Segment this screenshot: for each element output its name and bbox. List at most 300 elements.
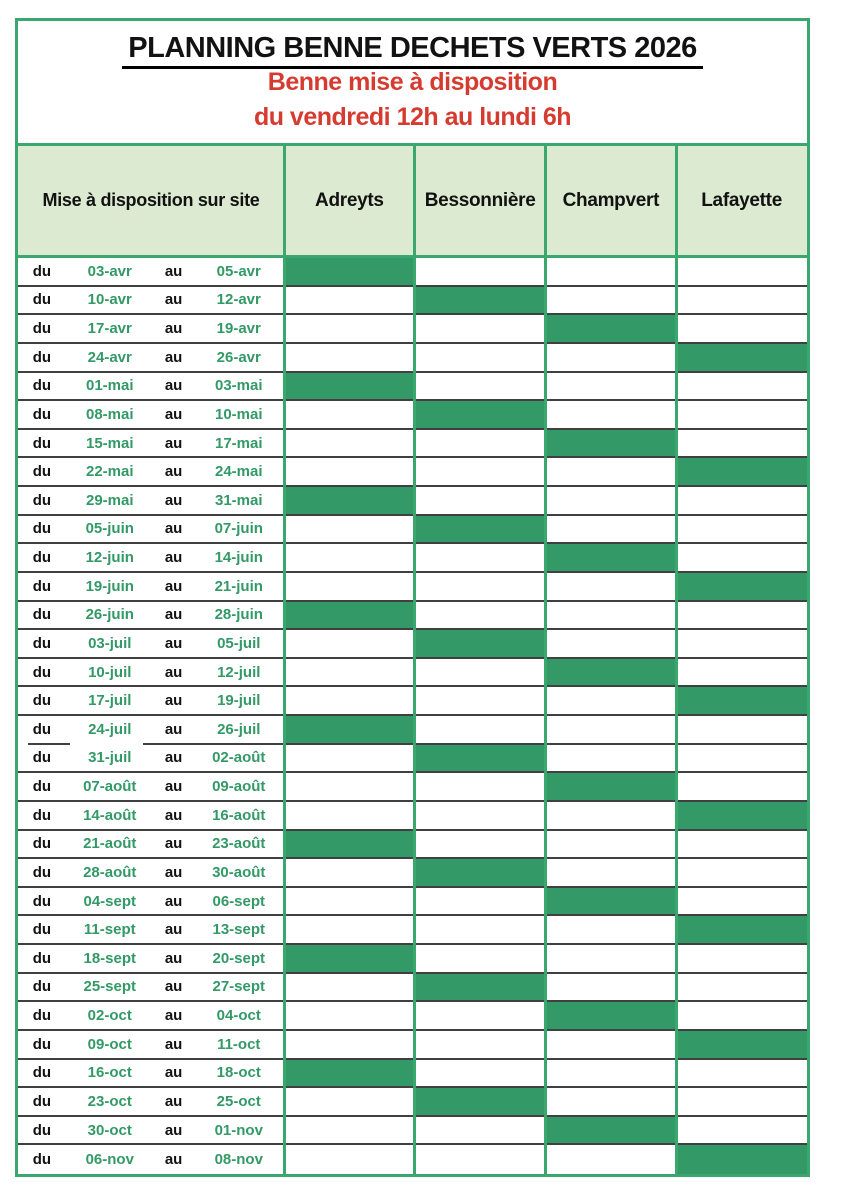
- from-label: du: [32, 320, 52, 338]
- table-header-row: [18, 146, 807, 258]
- site-cell-champvert: [546, 945, 677, 974]
- site-cell-champvert: [546, 687, 677, 716]
- site-cell-champvert: [546, 1031, 677, 1060]
- table-row: [18, 716, 807, 745]
- from-date: 18-sept: [83, 949, 137, 967]
- to-date: 27-sept: [212, 978, 266, 996]
- table-rows: [18, 258, 807, 1174]
- date-range-cell: [18, 1060, 284, 1089]
- site-cell-champvert: [546, 916, 677, 945]
- site-cell-bessonniere: [415, 373, 546, 402]
- site-cell-bessonniere: [415, 1088, 546, 1117]
- site-cell-adreyts: [284, 945, 415, 974]
- to-date: 21-juin: [214, 577, 263, 595]
- date-range-cell: [18, 344, 284, 373]
- column-header-adreyts: Adreyts: [315, 189, 384, 211]
- to-label: au: [164, 491, 183, 509]
- site-cell-lafayette: [676, 974, 807, 1003]
- table-row: [18, 659, 807, 688]
- site-cell-lafayette: [676, 716, 807, 745]
- site-cell-champvert: [546, 602, 677, 631]
- from-date: 16-oct: [87, 1064, 132, 1082]
- title-block: [18, 21, 807, 143]
- table-row: [18, 258, 807, 287]
- site-cell-lafayette: [676, 859, 807, 888]
- site-cell-bessonniere: [415, 859, 546, 888]
- site-cell-champvert: [546, 773, 677, 802]
- from-label: du: [32, 1092, 52, 1110]
- from-label: du: [32, 749, 52, 767]
- site-cell-champvert: [546, 344, 677, 373]
- table-row: [18, 1002, 807, 1031]
- table-row: [18, 945, 807, 974]
- from-label: du: [32, 291, 52, 309]
- site-cell-lafayette: [676, 573, 807, 602]
- table-row: [18, 1145, 807, 1174]
- from-date: 31-juil: [88, 749, 132, 767]
- from-date: 01-mai: [85, 377, 134, 395]
- to-label: au: [164, 1121, 183, 1139]
- site-cell-champvert: [546, 1088, 677, 1117]
- site-cell-champvert: [546, 888, 677, 917]
- to-date: 26-juil: [217, 720, 261, 738]
- to-date: 26-avr: [216, 348, 261, 366]
- from-date: 10-avr: [87, 291, 132, 309]
- from-label: du: [32, 634, 52, 652]
- site-cell-adreyts: [284, 344, 415, 373]
- table-row: [18, 487, 807, 516]
- table-row: [18, 1031, 807, 1060]
- table-row: [18, 1060, 807, 1089]
- site-cell-bessonniere: [415, 573, 546, 602]
- site-cell-adreyts: [284, 745, 415, 774]
- site-cell-lafayette: [676, 602, 807, 631]
- to-date: 03-mai: [214, 377, 263, 395]
- to-label: au: [164, 634, 183, 652]
- from-label: du: [32, 863, 52, 881]
- to-date: 04-oct: [216, 1007, 261, 1025]
- to-date: 24-mai: [214, 463, 263, 481]
- table-row: [18, 687, 807, 716]
- from-label: du: [32, 835, 52, 853]
- date-range-cell: [18, 687, 284, 716]
- site-cell-bessonniere: [415, 458, 546, 487]
- date-range-cell: [18, 974, 284, 1003]
- table-row: [18, 1117, 807, 1146]
- to-date: 13-sept: [212, 921, 266, 939]
- to-date: 06-sept: [212, 892, 266, 910]
- site-cell-bessonniere: [415, 430, 546, 459]
- table-row: [18, 745, 807, 774]
- site-cell-champvert: [546, 430, 677, 459]
- date-range-cell: [18, 802, 284, 831]
- table-row: [18, 630, 807, 659]
- to-date: 08-nov: [214, 1151, 263, 1169]
- to-label: au: [164, 978, 183, 996]
- site-cell-adreyts: [284, 687, 415, 716]
- site-cell-adreyts: [284, 716, 415, 745]
- to-date: 20-sept: [212, 949, 266, 967]
- from-date: 24-juil: [88, 720, 132, 738]
- from-label: du: [32, 778, 52, 796]
- table-row: [18, 516, 807, 545]
- to-date: 18-oct: [216, 1064, 261, 1082]
- date-range-cell: [18, 630, 284, 659]
- from-label: du: [32, 1035, 52, 1053]
- from-label: du: [32, 1064, 52, 1082]
- site-cell-champvert: [546, 659, 677, 688]
- site-cell-adreyts: [284, 1060, 415, 1089]
- site-cell-adreyts: [284, 1145, 415, 1174]
- from-label: du: [32, 892, 52, 910]
- page-title-text: PLANNING BENNE DECHETS VERTS 2026: [122, 32, 702, 69]
- to-label: au: [164, 663, 183, 681]
- site-cell-champvert: [546, 716, 677, 745]
- site-cell-champvert: [546, 287, 677, 316]
- subtitle-line-2: du vendredi 12h au lundi 6h: [253, 102, 572, 131]
- site-cell-champvert: [546, 544, 677, 573]
- site-cell-bessonniere: [415, 258, 546, 287]
- date-range-cell: [18, 1088, 284, 1117]
- to-date: 16-août: [212, 806, 266, 824]
- date-range-cell: [18, 516, 284, 545]
- from-label: du: [32, 663, 52, 681]
- to-label: au: [164, 949, 183, 967]
- date-range-cell: [18, 573, 284, 602]
- to-date: 28-juin: [214, 606, 263, 624]
- to-date: 23-août: [212, 835, 266, 853]
- table-row: [18, 602, 807, 631]
- site-cell-lafayette: [676, 1031, 807, 1060]
- site-cell-bessonniere: [415, 602, 546, 631]
- to-date: 30-août: [212, 863, 266, 881]
- date-range-cell: [18, 487, 284, 516]
- to-label: au: [164, 520, 183, 538]
- site-cell-bessonniere: [415, 516, 546, 545]
- to-date: 11-oct: [217, 1035, 261, 1053]
- from-label: du: [32, 921, 52, 939]
- table-row: [18, 344, 807, 373]
- to-date: 12-avr: [216, 291, 261, 309]
- site-cell-lafayette: [676, 401, 807, 430]
- site-cell-champvert: [546, 458, 677, 487]
- site-cell-lafayette: [676, 687, 807, 716]
- date-range-cell: [18, 716, 284, 745]
- to-label: au: [164, 1064, 183, 1082]
- site-cell-bessonniere: [415, 1060, 546, 1089]
- date-range-cell: [18, 315, 284, 344]
- site-cell-champvert: [546, 373, 677, 402]
- from-label: du: [32, 949, 52, 967]
- to-date: 12-juil: [217, 663, 261, 681]
- table-row: [18, 287, 807, 316]
- site-cell-adreyts: [284, 373, 415, 402]
- to-date: 07-juin: [214, 520, 263, 538]
- site-cell-adreyts: [284, 1031, 415, 1060]
- from-date: 07-août: [83, 778, 137, 796]
- date-range-cell: [18, 745, 284, 774]
- to-label: au: [164, 1151, 183, 1169]
- site-cell-champvert: [546, 401, 677, 430]
- site-cell-bessonniere: [415, 802, 546, 831]
- site-cell-bessonniere: [415, 687, 546, 716]
- site-cell-adreyts: [284, 916, 415, 945]
- from-date: 22-mai: [85, 463, 134, 481]
- site-cell-bessonniere: [415, 888, 546, 917]
- date-range-cell: [18, 773, 284, 802]
- to-date: 05-juil: [217, 634, 261, 652]
- planning-document: [15, 18, 810, 1177]
- site-cell-champvert: [546, 1002, 677, 1031]
- table-row: [18, 773, 807, 802]
- site-cell-bessonniere: [415, 1031, 546, 1060]
- date-range-cell: [18, 916, 284, 945]
- site-cell-champvert: [546, 1145, 677, 1174]
- site-cell-lafayette: [676, 544, 807, 573]
- site-cell-lafayette: [676, 258, 807, 287]
- site-cell-lafayette: [676, 630, 807, 659]
- site-cell-bessonniere: [415, 1117, 546, 1146]
- site-cell-adreyts: [284, 1002, 415, 1031]
- site-cell-lafayette: [676, 745, 807, 774]
- to-date: 02-août: [212, 749, 266, 767]
- from-label: du: [32, 520, 52, 538]
- date-range-cell: [18, 859, 284, 888]
- table-row: [18, 859, 807, 888]
- to-date: 19-juil: [217, 692, 261, 710]
- site-cell-bessonniere: [415, 487, 546, 516]
- site-cell-champvert: [546, 745, 677, 774]
- date-range-cell: [18, 831, 284, 860]
- column-header-champvert: Champvert: [562, 189, 660, 211]
- from-date: 09-oct: [87, 1035, 132, 1053]
- from-date: 28-août: [83, 863, 137, 881]
- site-cell-adreyts: [284, 1117, 415, 1146]
- from-date: 21-août: [83, 835, 137, 853]
- site-cell-lafayette: [676, 487, 807, 516]
- from-label: du: [32, 577, 52, 595]
- site-cell-bessonniere: [415, 630, 546, 659]
- from-date: 19-juin: [85, 577, 134, 595]
- site-cell-adreyts: [284, 802, 415, 831]
- from-date: 14-août: [83, 806, 137, 824]
- date-range-cell: [18, 888, 284, 917]
- from-date: 08-mai: [85, 405, 134, 423]
- site-cell-bessonniere: [415, 745, 546, 774]
- site-cell-bessonniere: [415, 1145, 546, 1174]
- date-range-cell: [18, 945, 284, 974]
- to-label: au: [164, 749, 183, 767]
- from-label: du: [32, 377, 52, 395]
- site-cell-champvert: [546, 802, 677, 831]
- site-cell-lafayette: [676, 916, 807, 945]
- site-cell-bessonniere: [415, 916, 546, 945]
- site-cell-lafayette: [676, 1145, 807, 1174]
- site-cell-bessonniere: [415, 831, 546, 860]
- planning-table: [18, 143, 807, 1174]
- site-cell-bessonniere: [415, 773, 546, 802]
- from-label: du: [32, 720, 52, 738]
- from-date: 10-juil: [88, 663, 132, 681]
- site-cell-bessonniere: [415, 716, 546, 745]
- to-label: au: [164, 778, 183, 796]
- to-date: 25-oct: [216, 1092, 261, 1110]
- to-label: au: [164, 348, 183, 366]
- to-label: au: [164, 1092, 183, 1110]
- site-cell-champvert: [546, 831, 677, 860]
- from-date: 26-juin: [85, 606, 134, 624]
- site-cell-bessonniere: [415, 315, 546, 344]
- site-cell-bessonniere: [415, 945, 546, 974]
- site-cell-bessonniere: [415, 974, 546, 1003]
- to-label: au: [164, 692, 183, 710]
- site-cell-adreyts: [284, 602, 415, 631]
- to-label: au: [164, 291, 183, 309]
- to-label: au: [164, 863, 183, 881]
- site-cell-lafayette: [676, 802, 807, 831]
- site-cell-lafayette: [676, 1117, 807, 1146]
- site-cell-adreyts: [284, 630, 415, 659]
- date-range-cell: [18, 430, 284, 459]
- date-range-cell: [18, 258, 284, 287]
- site-cell-bessonniere: [415, 1002, 546, 1031]
- to-label: au: [164, 835, 183, 853]
- from-date: 02-oct: [87, 1007, 132, 1025]
- table-row: [18, 1088, 807, 1117]
- site-cell-lafayette: [676, 773, 807, 802]
- date-range-cell: [18, 401, 284, 430]
- site-cell-lafayette: [676, 1088, 807, 1117]
- from-date: 29-mai: [85, 491, 134, 509]
- table-row: [18, 802, 807, 831]
- table-row: [18, 831, 807, 860]
- from-date: 11-sept: [83, 921, 136, 939]
- to-label: au: [164, 606, 183, 624]
- from-label: du: [32, 1151, 52, 1169]
- site-cell-adreyts: [284, 258, 415, 287]
- to-label: au: [164, 262, 183, 280]
- to-date: 05-avr: [216, 262, 261, 280]
- page-title: [122, 32, 702, 65]
- site-cell-adreyts: [284, 974, 415, 1003]
- column-header-lafayette: Lafayette: [701, 189, 782, 211]
- to-label: au: [164, 1035, 183, 1053]
- table-row: [18, 573, 807, 602]
- to-label: au: [164, 577, 183, 595]
- site-cell-adreyts: [284, 287, 415, 316]
- site-cell-adreyts: [284, 544, 415, 573]
- site-cell-lafayette: [676, 888, 807, 917]
- to-date: 31-mai: [214, 491, 263, 509]
- site-cell-lafayette: [676, 659, 807, 688]
- site-cell-adreyts: [284, 859, 415, 888]
- from-date: 12-juin: [85, 549, 134, 567]
- from-date: 17-avr: [87, 320, 132, 338]
- from-date: 23-oct: [87, 1092, 132, 1110]
- to-label: au: [164, 1007, 183, 1025]
- site-cell-lafayette: [676, 287, 807, 316]
- from-label: du: [32, 463, 52, 481]
- site-cell-adreyts: [284, 573, 415, 602]
- site-cell-adreyts: [284, 659, 415, 688]
- to-date: 09-août: [212, 778, 266, 796]
- from-label: du: [32, 606, 52, 624]
- date-range-cell: [18, 602, 284, 631]
- site-cell-adreyts: [284, 831, 415, 860]
- to-date: 01-nov: [214, 1121, 263, 1139]
- site-cell-lafayette: [676, 1002, 807, 1031]
- site-cell-champvert: [546, 516, 677, 545]
- table-row: [18, 315, 807, 344]
- site-cell-bessonniere: [415, 401, 546, 430]
- to-label: au: [164, 806, 183, 824]
- from-label: du: [32, 549, 52, 567]
- from-label: du: [32, 692, 52, 710]
- from-date: 03-avr: [87, 262, 132, 280]
- to-label: au: [164, 463, 183, 481]
- to-date: 14-juin: [214, 549, 263, 567]
- from-label: du: [32, 1007, 52, 1025]
- site-cell-champvert: [546, 1117, 677, 1146]
- table-row: [18, 916, 807, 945]
- from-label: du: [32, 806, 52, 824]
- site-cell-lafayette: [676, 1060, 807, 1089]
- from-label: du: [32, 405, 52, 423]
- site-cell-lafayette: [676, 831, 807, 860]
- to-label: au: [164, 549, 183, 567]
- from-label: du: [32, 491, 52, 509]
- from-date: 25-sept: [83, 978, 137, 996]
- from-label: du: [32, 1121, 52, 1139]
- from-date: 15-mai: [85, 434, 134, 452]
- site-cell-champvert: [546, 315, 677, 344]
- to-label: au: [164, 377, 183, 395]
- table-row: [18, 888, 807, 917]
- date-range-cell: [18, 659, 284, 688]
- site-cell-bessonniere: [415, 344, 546, 373]
- to-label: au: [164, 320, 183, 338]
- site-cell-lafayette: [676, 945, 807, 974]
- from-label: du: [32, 348, 52, 366]
- from-date: 05-juin: [85, 520, 134, 538]
- from-date: 04-sept: [83, 892, 137, 910]
- to-label: au: [164, 434, 183, 452]
- site-cell-champvert: [546, 573, 677, 602]
- site-cell-lafayette: [676, 344, 807, 373]
- site-cell-bessonniere: [415, 659, 546, 688]
- site-cell-champvert: [546, 630, 677, 659]
- site-cell-bessonniere: [415, 544, 546, 573]
- to-label: au: [164, 405, 183, 423]
- site-cell-adreyts: [284, 458, 415, 487]
- site-cell-champvert: [546, 487, 677, 516]
- site-cell-lafayette: [676, 315, 807, 344]
- from-date: 06-nov: [85, 1151, 134, 1169]
- date-range-cell: [18, 287, 284, 316]
- from-date: 03-juil: [88, 634, 132, 652]
- site-cell-adreyts: [284, 315, 415, 344]
- site-cell-adreyts: [284, 487, 415, 516]
- to-date: 17-mai: [214, 434, 263, 452]
- site-cell-adreyts: [284, 1088, 415, 1117]
- to-label: au: [164, 921, 183, 939]
- table-row: [18, 458, 807, 487]
- to-label: au: [164, 892, 183, 910]
- from-date: 17-juil: [88, 692, 132, 710]
- table-row: [18, 373, 807, 402]
- site-cell-lafayette: [676, 430, 807, 459]
- site-cell-champvert: [546, 974, 677, 1003]
